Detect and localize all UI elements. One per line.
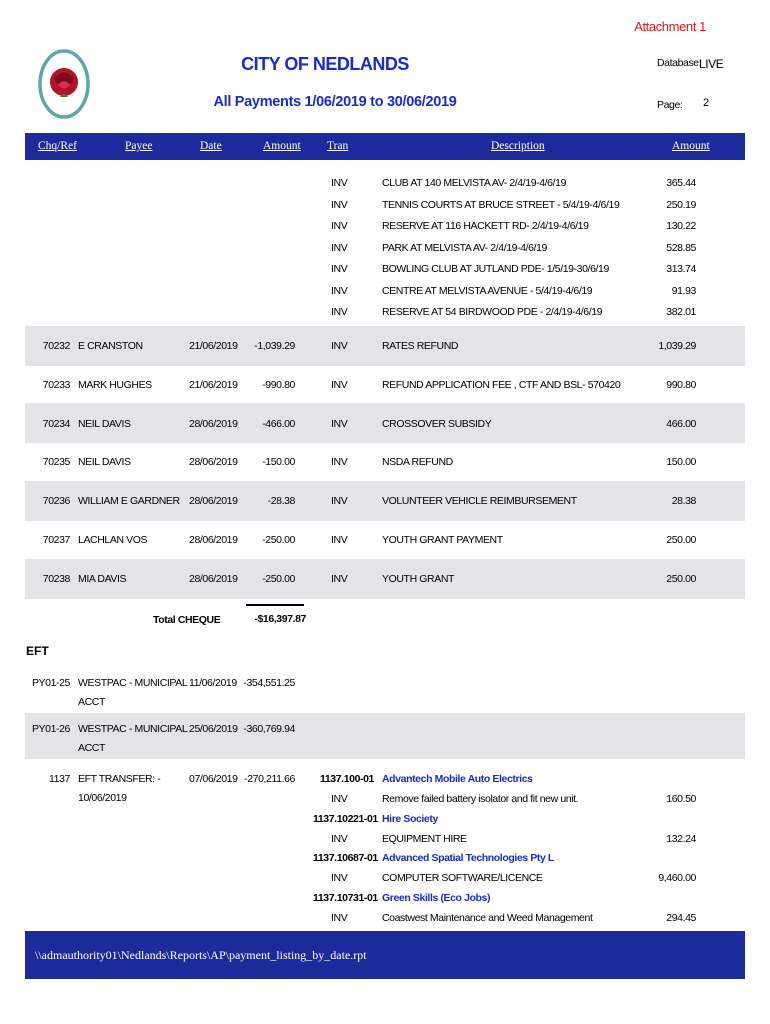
cheque-amount: -250.00 xyxy=(262,534,295,546)
total-cheque-value: -$16,397.87 xyxy=(254,613,306,625)
cheque-ref: 70234 xyxy=(42,417,70,430)
cheque-line-amount: 1,039.29 xyxy=(658,340,696,352)
cheque-date: 28/06/2019 xyxy=(189,456,238,469)
org-name: CITY OF NEDLANDS xyxy=(241,54,409,74)
line-tran: INV xyxy=(331,241,348,254)
cheque-line-amount: 250.00 xyxy=(666,534,696,546)
cheque-ref: 70236 xyxy=(42,495,70,508)
cheque-amount: -28.38 xyxy=(267,495,295,508)
item-code: 1137.10687-01 xyxy=(313,852,378,864)
line-tran: INV xyxy=(331,284,348,297)
database-value: LIVE xyxy=(699,57,724,71)
cheque-tran: INV xyxy=(331,378,348,391)
cheque-description: RATES REFUND xyxy=(382,340,459,352)
eft-payee-line1: WESTPAC - MUNICIPAL xyxy=(78,723,188,735)
line-tran: INV xyxy=(331,220,348,232)
line-tran: INV xyxy=(331,263,348,275)
eft-payee-line2: ACCT xyxy=(78,742,105,754)
line-description: RESERVE AT 54 BIRDWOOD PDE - 2/4/19-4/6/19 xyxy=(382,306,603,318)
col-line-amount: Amount xyxy=(672,140,710,152)
line-amount: 313.74 xyxy=(666,263,696,275)
transfer-date: 07/06/2019 xyxy=(189,773,238,785)
line-amount: 91.93 xyxy=(671,284,696,297)
cheque-description: VOLUNTEER VEHICLE REIMBURSEMENT xyxy=(382,495,577,508)
cheque-amount: -250.00 xyxy=(262,572,295,585)
line-amount: 382.01 xyxy=(666,306,696,318)
footer-bar xyxy=(25,931,745,979)
attachment-label: Attachment 1 xyxy=(634,19,706,34)
cheque-tran: INV xyxy=(331,456,348,469)
cheque-description: REFUND APPLICATION FEE , CTF AND BSL- 570420 xyxy=(382,378,621,391)
line-tran: INV xyxy=(331,177,348,189)
column-header-bar xyxy=(25,133,745,160)
line-description: CLUB AT 140 MELVISTA AV- 2/4/19-4/6/19 xyxy=(382,177,567,189)
cheque-payee: MARK HUGHES xyxy=(78,378,152,391)
line-description: RESERVE AT 116 HACKETT RD- 2/4/19-4/6/19 xyxy=(382,220,589,232)
item-description: COMPUTER SOFTWARE/LICENCE xyxy=(382,872,543,884)
col-payee: Payee xyxy=(125,140,153,152)
line-description: TENNIS COURTS AT BRUCE STREET - 5/4/19-4/6/19 xyxy=(382,198,620,211)
item-code: 1137.100-01 xyxy=(320,773,374,785)
cheque-tran: INV xyxy=(331,417,348,430)
cheque-ref: 70238 xyxy=(42,572,70,585)
cheque-date: 21/06/2019 xyxy=(189,340,238,352)
cheque-amount: -466.00 xyxy=(262,417,295,430)
eft-date: 25/06/2019 xyxy=(189,723,238,735)
cheque-tran: INV xyxy=(331,495,348,508)
cheque-payee: E CRANSTON xyxy=(78,340,143,352)
item-amount: 160.50 xyxy=(666,793,696,805)
cheque-tran: INV xyxy=(331,572,348,585)
line-amount: 250.19 xyxy=(666,198,696,211)
total-cheque-label: Total CHEQUE xyxy=(153,614,221,626)
item-code: 1137.10731-01 xyxy=(313,891,378,904)
item-tran: INV xyxy=(331,911,348,924)
line-amount: 528.85 xyxy=(666,241,696,254)
cheque-line-amount: 990.80 xyxy=(666,378,696,391)
transfer-payee-line2: 10/06/2019 xyxy=(78,792,127,804)
total-rule xyxy=(246,604,304,606)
cheque-date: 28/06/2019 xyxy=(189,534,238,546)
cheque-tran: INV xyxy=(331,340,348,352)
line-description: BOWLING CLUB AT JUTLAND PDE- 1/5/19-30/6/19 xyxy=(382,263,609,275)
cheque-payee: LACHLAN VOS xyxy=(78,534,148,546)
col-amount: Amount xyxy=(263,140,301,152)
cheque-date: 21/06/2019 xyxy=(189,378,238,391)
cheque-payee: NEIL DAVIS xyxy=(78,417,131,430)
page-label: Page: xyxy=(657,99,683,111)
cheque-line-amount: 466.00 xyxy=(666,417,696,430)
cheque-ref: 70232 xyxy=(42,340,70,352)
line-tran: INV xyxy=(331,198,348,211)
col-chq-ref: Chq/Ref xyxy=(38,140,77,152)
item-supplier: Advanced Spatial Technologies Pty L xyxy=(382,852,554,864)
cheque-payee: MIA DAVIS xyxy=(78,572,127,585)
cheque-tran: INV xyxy=(331,534,348,546)
item-description: Remove failed battery isolator and fit new unit. xyxy=(382,793,579,805)
eft-amount: -354,551.25 xyxy=(243,677,295,689)
item-description: EQUIPMENT HIRE xyxy=(382,832,467,845)
row-shade xyxy=(25,713,745,759)
line-description: PARK AT MELVISTA AV- 2/4/19-4/6/19 xyxy=(382,241,547,254)
item-tran: INV xyxy=(331,832,348,845)
eft-date: 11/06/2019 xyxy=(189,677,237,689)
line-amount: 365.44 xyxy=(666,177,696,189)
cheque-line-amount: 150.00 xyxy=(666,456,696,469)
transfer-payee-line1: EFT TRANSFER: - xyxy=(78,773,161,785)
cheque-ref: 70233 xyxy=(42,378,70,391)
item-supplier: Hire Society xyxy=(382,812,438,825)
item-supplier: Green Skills (Eco Jobs) xyxy=(382,891,491,904)
item-description: Coastwest Maintenance and Weed Management xyxy=(382,911,593,924)
cheque-description: YOUTH GRANT xyxy=(382,572,455,585)
item-amount: 9,460.00 xyxy=(658,872,696,884)
cheque-ref: 70235 xyxy=(42,456,70,469)
line-description: CENTRE AT MELVISTA AVENUE - 5/4/19-4/6/19 xyxy=(382,284,593,297)
cheque-payee: WILLIAM E GARDNER xyxy=(78,495,180,508)
database-label: Database: xyxy=(657,57,702,69)
col-description: Description xyxy=(491,140,545,152)
col-tran: Tran xyxy=(327,140,349,152)
report-file-path: \\admauthority01\Nedlands\Reports\AP\payment_listing_by_date.rpt xyxy=(35,948,367,962)
page-number: 2 xyxy=(703,97,709,109)
cheque-description: CROSSOVER SUBSIDY xyxy=(382,417,492,430)
cheque-ref: 70237 xyxy=(42,534,70,546)
line-tran: INV xyxy=(331,306,348,318)
cheque-description: NSDA REFUND xyxy=(382,456,453,469)
cheque-line-amount: 28.38 xyxy=(671,495,696,508)
cheque-amount: -1,039.29 xyxy=(254,340,295,352)
cheque-amount: -150.00 xyxy=(262,456,295,469)
eft-heading: EFT xyxy=(26,644,49,658)
eft-payee-line1: WESTPAC - MUNICIPAL xyxy=(78,677,188,689)
report-title: All Payments 1/06/2019 to 30/06/2019 xyxy=(213,94,457,110)
cheque-date: 28/06/2019 xyxy=(189,417,238,430)
item-supplier: Advantech Mobile Auto Electrics xyxy=(382,773,533,785)
cheque-payee: NEIL DAVIS xyxy=(78,456,131,469)
cheque-date: 28/06/2019 xyxy=(189,495,238,508)
eft-ref: PY01-26 xyxy=(31,723,70,735)
eft-payee-line2: ACCT xyxy=(78,696,105,708)
col-date: Date xyxy=(200,140,222,152)
item-tran: INV xyxy=(331,793,348,805)
eft-ref: PY01-25 xyxy=(31,677,70,689)
line-amount: 130.22 xyxy=(666,220,696,232)
item-code: 1137.10221-01 xyxy=(313,812,378,825)
cheque-line-amount: 250.00 xyxy=(666,572,696,585)
item-tran: INV xyxy=(331,872,348,884)
cheque-date: 28/06/2019 xyxy=(189,572,238,585)
transfer-amount: -270,211.66 xyxy=(244,773,295,785)
item-amount: 294.45 xyxy=(666,911,696,924)
cheque-amount: -990.80 xyxy=(262,378,295,391)
item-amount: 132.24 xyxy=(666,832,696,845)
transfer-ref: 1137 xyxy=(49,773,70,785)
eft-amount: -360,769.94 xyxy=(243,723,295,735)
cheque-description: YOUTH GRANT PAYMENT xyxy=(382,534,503,546)
